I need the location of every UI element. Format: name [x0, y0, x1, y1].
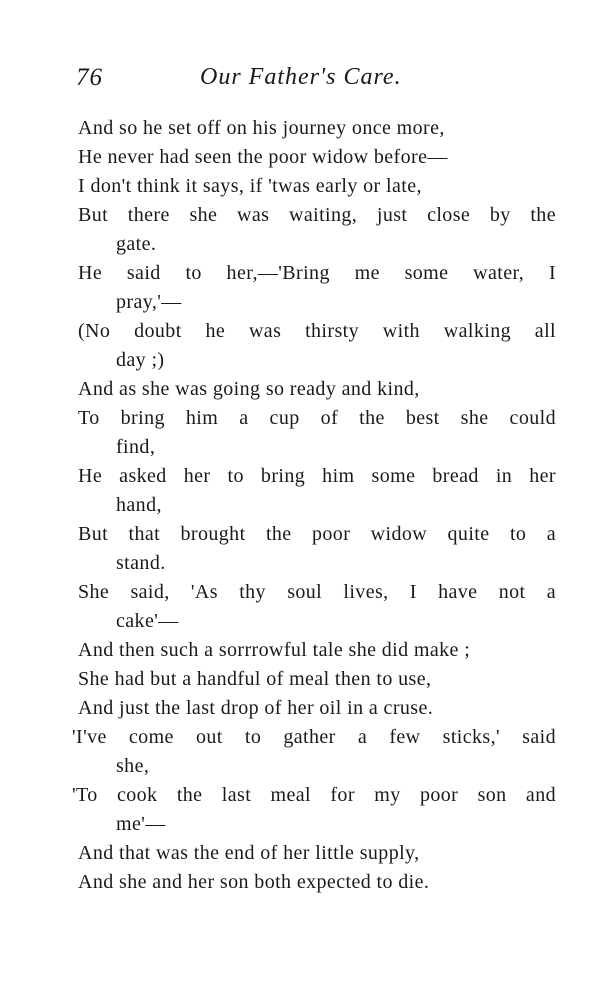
poem-line: I don't think it says, if 'twas early or late,	[78, 175, 422, 197]
poem-line: She had but a handful of meal then to use,	[78, 668, 432, 690]
poem-line: But there she was waiting, just close by the	[78, 204, 556, 226]
poem-line-continuation: stand.	[116, 552, 166, 574]
poem-line: (No doubt he was thirsty with walking all	[78, 320, 556, 342]
poem-line: And as she was going so ready and kind,	[78, 378, 420, 400]
running-title: Our Father's Care.	[200, 64, 402, 90]
poem-line: And just the last drop of her oil in a cruse.	[78, 697, 434, 719]
poem-line: He asked her to bring him some bread in her	[78, 465, 556, 487]
poem-line: And that was the end of her little supply,	[78, 842, 420, 864]
poem-line-continuation: day ;)	[116, 349, 165, 371]
poem-line-continuation: cake'—	[116, 610, 179, 632]
poem-line: 'To cook the last meal for my poor son and	[72, 784, 556, 806]
poem-line-continuation: pray,'—	[116, 291, 182, 313]
poem-line: But that brought the poor widow quite to a	[78, 523, 556, 545]
poem-line: To bring him a cup of the best she could	[78, 407, 556, 429]
poem-line: He never had seen the poor widow before—	[78, 146, 448, 168]
page-header	[76, 64, 556, 104]
page-number: 76	[76, 64, 103, 91]
poem-line: 'I've come out to gather a few sticks,' said	[72, 726, 556, 748]
poem-line-continuation: gate.	[116, 233, 157, 255]
poem-line: And then such a sorrrowful tale she did make ;	[78, 639, 471, 661]
poem-text	[72, 114, 556, 897]
poem-line-continuation: hand,	[116, 494, 162, 516]
poem-line-continuation: find,	[116, 436, 156, 458]
poem-line: She said, 'As thy soul lives, I have not a	[78, 581, 556, 603]
poem-line: And so he set off on his journey once more,	[78, 117, 445, 139]
poem-line: He said to her,—'Bring me some water, I	[78, 262, 556, 284]
poem-line-continuation: me'—	[116, 813, 166, 835]
poem-line-continuation: she,	[116, 755, 150, 777]
poem-line: And she and her son both expected to die.	[78, 871, 430, 893]
